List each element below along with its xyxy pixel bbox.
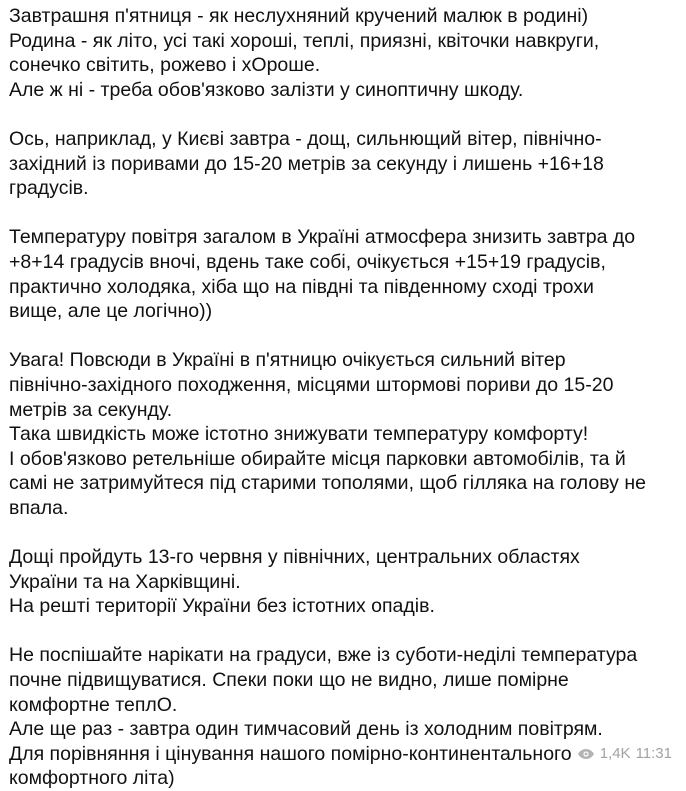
message-paragraph-4: Увага! Повсюди в Україні в п'ятницю очікується сильний вітер північно-західного походження, місцями штормові пориви до 15-20 метрів за секунду. Така швидкість може істотно знижувати температуру комфорту! І обов'язково ретельніше обирайте місця парковки автомобілів, та й самі не затримуйтеся під старими тополями, щоб гілляка на голову не впала. (9, 349, 646, 519)
eye-icon (577, 748, 595, 760)
message-paragraph-1: Завтрашня п'ятниця - як неслухняний кручений малюк в родині) Родина - як літо, усі такі хороші, теплі, приязні, квіточки навкруги, сонечко світить, рожево і хОроше. Але ж ні - треба обов'язково залізти у синоптичну шкоду. (9, 5, 600, 101)
message-meta (577, 745, 672, 762)
message-paragraph-2: Ось, наприклад, у Києві завтра - дощ, сильнющий вітер, північно- західний із поривами до 15-20 метрів за секунду і лишень +16+18 градусів. (9, 127, 604, 200)
view-count: 1,4K (599, 745, 631, 762)
message-paragraph-3: Температуру повітря загалом в Україні атмосфера знизить завтра до +8+14 градусів вночі, вдень таке собі, очікується +15+19 градусів, практично холодяка, хіба що на півдні та південному сході трохи вище, але це логічно)) (9, 226, 636, 323)
message-paragraph-6: Не поспішайте нарікати на градуси, вже із суботи-неділі температура почне підвищуватися. Спеки поки що не видно, лише помірне комфортне теплО. Але ще раз - завтра один тимчасовий день із холодним повітрям. Для порівняння і цінування нашого помірно-континентального комфортного літа) (9, 644, 638, 790)
message-paragraph-5: Дощі пройдуть 13-го червня у північних, центральних областях України та на Харківщині. На решті території України без істотних опадів. (9, 546, 580, 618)
message-time: 11:31 (635, 745, 672, 762)
